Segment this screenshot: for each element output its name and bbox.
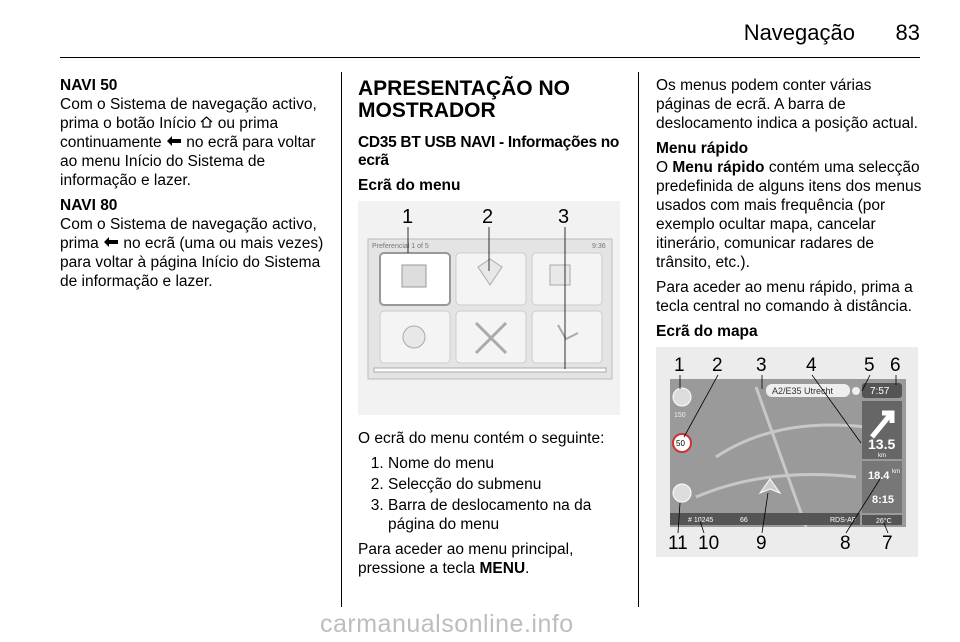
column-divider-2 (638, 72, 639, 607)
status-rds: RDS-AF (830, 517, 857, 524)
remaining-distance: 18.4 (868, 470, 890, 482)
callout-6: 6 (890, 355, 901, 376)
section-subheading: CD35 BT USB NAVI - Informações no ecrã (358, 134, 620, 169)
page-title: Navegação (743, 20, 855, 45)
menu-screen-illustration (358, 201, 620, 415)
back-arrow-icon (166, 133, 182, 152)
arrival-time: 8:15 (872, 494, 895, 506)
back-arrow-icon (103, 234, 119, 253)
next-turn-distance: 13.5 (868, 436, 896, 452)
map-screen-title: Ecrã do mapa (656, 323, 758, 340)
column-divider-1 (341, 72, 342, 607)
list-item: 3. Barra de deslocamento na da página do menu (388, 496, 626, 534)
road-name: A2/E35 Utrecht (772, 386, 834, 396)
list-item: 1. Nome do menu (388, 454, 626, 473)
menu-screen-figure (358, 201, 620, 415)
list-item: 2. Selecção do submenu (388, 475, 626, 494)
home-icon (200, 114, 213, 133)
remaining-unit: km (892, 469, 900, 475)
menu-outro: Para aceder ao menu principal, pressione a tecla MENU. (358, 541, 574, 577)
callout-1: 1 (402, 206, 414, 228)
middle-column (358, 76, 626, 584)
callout-7: 7 (882, 533, 893, 554)
navi50-title: NAVI 50 (60, 77, 118, 94)
menu-items-list (358, 454, 626, 534)
navi50-text: Com o Sistema de navegação activo, prima o botão Início ou prima continuamente no ecrã para voltar ao menu Início do Sistema de informação e lazer. (60, 96, 317, 189)
section-heading: APRESENTAÇÃO NO MOSTRADOR (358, 77, 570, 122)
quick-menu-paragraph: O Menu rápido contém uma selecção predefinida de alguns itens dos menus usados com mais frequência (por exemplo ocultar mapa, cancelar itinerário, comunicar radares de trânsito, etc.). (656, 159, 922, 271)
quick-menu-title: Menu rápido (656, 140, 749, 157)
status-left: # 10245 (688, 517, 714, 524)
screen-title: Preferencial 1 of 5 (372, 243, 429, 250)
callout-2: 2 (482, 206, 494, 228)
callout-3: 3 (558, 206, 570, 228)
status-mid: 66 (740, 517, 748, 524)
callout-2: 2 (712, 355, 723, 376)
left-column (60, 76, 330, 297)
callout-10: 10 (698, 533, 720, 554)
menu-key: MENU (479, 560, 526, 577)
header-rule (60, 57, 920, 58)
callout-3: 3 (756, 355, 767, 376)
callout-5: 5 (864, 355, 875, 376)
speed-indicator-1: 150 (674, 412, 686, 419)
navi80-section (60, 196, 330, 291)
callout-4: 4 (806, 355, 817, 376)
menu-screen-title: Ecrã do menu (358, 177, 461, 194)
page-header (0, 0, 960, 62)
clock: 7:57 (870, 386, 890, 397)
navi50-section (60, 76, 330, 190)
navi80-title: NAVI 80 (60, 197, 118, 214)
pages-paragraph: Os menus podem conter várias páginas de ecrã. A barra de deslocamento indica a posição actual. (656, 77, 918, 132)
callout-1: 1 (674, 355, 685, 376)
map-screen-figure (656, 347, 918, 557)
callout-8: 8 (840, 533, 851, 554)
page-number: 83 (895, 20, 920, 45)
right-column (656, 76, 924, 557)
menu-intro: O ecrã do menu contém o seguinte: (358, 430, 605, 447)
speed-limit: 50 (676, 439, 685, 448)
next-turn-unit: km (878, 453, 886, 459)
quick-menu-access: Para aceder ao menu rápido, prima a tecla central no comando à distância. (656, 279, 913, 315)
status-temp: 26°C (876, 518, 892, 525)
navi80-text: Com o Sistema de navegação activo, prima no ecrã (uma ou mais vezes) para voltar à página Início do Sistema de informação e lazer. (60, 216, 324, 290)
callout-9: 9 (756, 533, 767, 554)
callout-11: 11 (668, 533, 688, 554)
screen-time: 9:36 (592, 243, 606, 250)
watermark: carmanualsonline.info (320, 610, 574, 638)
map-screen-illustration (656, 347, 918, 557)
